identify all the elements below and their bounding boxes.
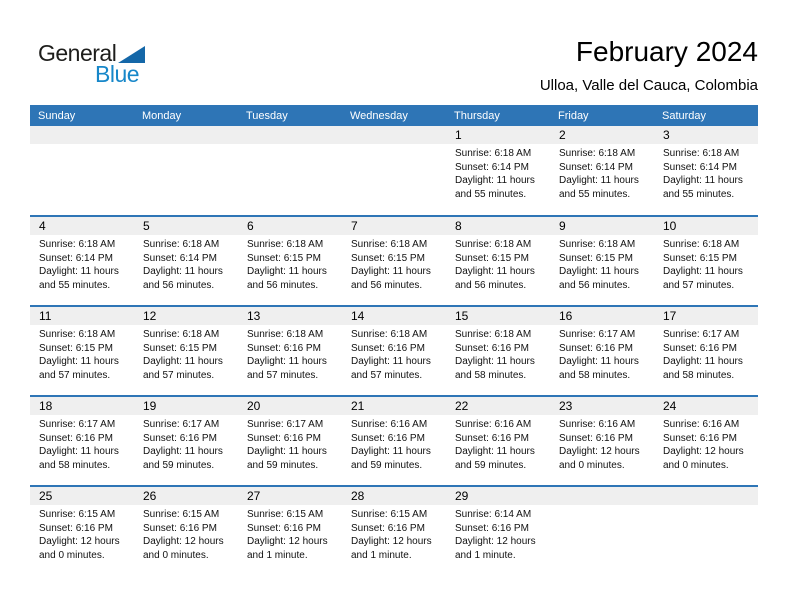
sun-info-line: Daylight: 11 hours <box>143 356 223 367</box>
calendar-day-cell <box>446 217 550 305</box>
day-number: 5 <box>143 219 150 233</box>
weekday-header-row <box>30 105 758 126</box>
day-number-band <box>654 487 758 505</box>
sun-info-line: Sunrise: 6:18 AM <box>247 329 324 340</box>
sun-info-line: Sunset: 6:16 PM <box>39 522 113 534</box>
calendar-day-cell <box>446 126 550 215</box>
sun-info-line: Daylight: 12 hours <box>351 536 432 547</box>
day-number-band <box>550 217 654 235</box>
calendar-day-cell <box>134 217 238 305</box>
day-number: 22 <box>455 399 469 413</box>
sun-info-line: Sunset: 6:16 PM <box>455 522 529 534</box>
day-number-band <box>238 487 342 505</box>
day-number-band <box>30 397 134 415</box>
calendar-day-cell <box>238 307 342 395</box>
day-number: 15 <box>455 309 469 323</box>
sun-info-line: and 56 minutes. <box>455 279 527 291</box>
day-sun-info <box>134 505 238 562</box>
sun-info-line: Sunrise: 6:18 AM <box>39 329 116 340</box>
day-number: 20 <box>247 399 261 413</box>
day-sun-info <box>654 144 758 201</box>
calendar-day-cell <box>550 217 654 305</box>
sun-info-line: Sunset: 6:15 PM <box>39 342 113 354</box>
day-number-band <box>446 217 550 235</box>
sun-info-line: Sunset: 6:14 PM <box>143 252 217 264</box>
sun-info-line: Sunrise: 6:18 AM <box>351 239 428 250</box>
logo-text-blue: Blue <box>95 61 140 87</box>
sun-info-line: Sunset: 6:14 PM <box>39 252 113 264</box>
sun-info-line: Daylight: 11 hours <box>351 356 431 367</box>
sun-info-line: Sunset: 6:15 PM <box>455 252 529 264</box>
day-sun-info <box>342 235 446 292</box>
day-number-band <box>238 307 342 325</box>
calendar-day-cell <box>342 217 446 305</box>
weekday-friday: Friday <box>558 109 589 122</box>
day-number: 26 <box>143 489 157 503</box>
day-number-band <box>342 307 446 325</box>
day-number-band <box>134 397 238 415</box>
day-number: 10 <box>663 219 677 233</box>
sun-info-line: Daylight: 12 hours <box>455 536 536 547</box>
sun-info-line: Sunrise: 6:17 AM <box>143 419 220 430</box>
sun-info-line: Sunset: 6:14 PM <box>663 161 737 173</box>
page-title: February 2024 <box>575 36 758 67</box>
sun-info-line: and 1 minute. <box>247 549 308 561</box>
general-blue-logo <box>38 42 158 85</box>
sun-info-line: and 59 minutes. <box>455 459 527 471</box>
day-number-band <box>446 307 550 325</box>
sun-info-line: Sunrise: 6:17 AM <box>559 329 636 340</box>
day-number: 21 <box>351 399 365 413</box>
sun-info-line: Sunset: 6:16 PM <box>39 432 113 444</box>
day-sun-info <box>342 415 446 472</box>
sun-info-line: Sunset: 6:15 PM <box>247 252 321 264</box>
sun-info-line: Sunrise: 6:15 AM <box>247 509 324 520</box>
sun-info-line: Daylight: 11 hours <box>39 266 119 277</box>
calendar-day-cell <box>342 487 446 575</box>
day-number-band <box>654 217 758 235</box>
sun-info-line: Daylight: 11 hours <box>663 266 743 277</box>
calendar-weeks <box>30 126 758 575</box>
day-number-band <box>134 307 238 325</box>
sun-info-line: Sunrise: 6:18 AM <box>455 148 532 159</box>
weekday-sunday: Sunday <box>38 109 76 122</box>
sun-info-line: Daylight: 11 hours <box>143 446 223 457</box>
sun-info-line: Sunset: 6:16 PM <box>663 342 737 354</box>
sun-info-line: Daylight: 12 hours <box>559 446 640 457</box>
calendar-week-row <box>30 485 758 575</box>
weekday-thursday: Thursday <box>454 109 500 122</box>
day-number: 2 <box>559 128 566 142</box>
sun-info-line: Sunrise: 6:18 AM <box>559 148 636 159</box>
sun-info-line: Sunrise: 6:15 AM <box>143 509 220 520</box>
sun-info-line: Sunrise: 6:15 AM <box>351 509 428 520</box>
sun-info-line: Sunrise: 6:18 AM <box>143 329 220 340</box>
day-number-band <box>446 397 550 415</box>
sun-info-line: Daylight: 11 hours <box>143 266 223 277</box>
calendar-day-cell <box>134 397 238 485</box>
day-sun-info <box>30 415 134 472</box>
sun-info-line: Sunrise: 6:18 AM <box>39 239 116 250</box>
sun-info-line: and 55 minutes. <box>39 279 111 291</box>
calendar-empty-cell <box>238 126 342 215</box>
day-sun-info <box>134 415 238 472</box>
sun-info-line: Sunset: 6:16 PM <box>351 522 425 534</box>
sun-info-line: and 57 minutes. <box>663 279 735 291</box>
day-sun-info <box>446 505 550 562</box>
calendar-week-row <box>30 215 758 305</box>
calendar-day-cell <box>446 487 550 575</box>
calendar-day-cell <box>238 487 342 575</box>
sun-info-line: and 55 minutes. <box>455 188 527 200</box>
day-number: 9 <box>559 219 566 233</box>
day-number: 14 <box>351 309 365 323</box>
day-sun-info <box>654 235 758 292</box>
day-number: 7 <box>351 219 358 233</box>
day-sun-info <box>238 325 342 382</box>
day-sun-info <box>342 505 446 562</box>
logo-text-general: General <box>38 40 117 66</box>
sun-info-line: and 0 minutes. <box>39 549 105 561</box>
calendar-empty-cell <box>550 487 654 575</box>
sun-info-line: Sunset: 6:16 PM <box>247 342 321 354</box>
sun-info-line: Sunset: 6:15 PM <box>143 342 217 354</box>
day-sun-info <box>238 415 342 472</box>
sun-info-line: Daylight: 11 hours <box>559 266 639 277</box>
calendar-week-row <box>30 126 758 215</box>
sun-info-line: Sunset: 6:16 PM <box>559 342 633 354</box>
sun-info-line: Sunset: 6:14 PM <box>455 161 529 173</box>
sun-info-line: Sunrise: 6:17 AM <box>663 329 740 340</box>
sun-info-line: and 0 minutes. <box>559 459 625 471</box>
day-number-band <box>30 307 134 325</box>
sun-info-line: Sunrise: 6:18 AM <box>455 329 532 340</box>
sun-info-line: Daylight: 11 hours <box>455 175 535 186</box>
sun-info-line: Sunset: 6:16 PM <box>559 432 633 444</box>
day-number-band <box>30 126 134 144</box>
calendar-day-cell <box>134 487 238 575</box>
sun-info-line: Daylight: 12 hours <box>247 536 328 547</box>
day-number-band <box>654 126 758 144</box>
day-sun-info <box>30 325 134 382</box>
day-number: 8 <box>455 219 462 233</box>
day-number-band <box>342 126 446 144</box>
sun-info-line: Sunrise: 6:17 AM <box>39 419 116 430</box>
day-sun-info <box>134 325 238 382</box>
day-number-band <box>342 397 446 415</box>
sun-info-line: Sunrise: 6:17 AM <box>247 419 324 430</box>
page-subtitle: Ulloa, Valle del Cauca, Colombia <box>539 77 758 95</box>
sun-info-line: Sunrise: 6:18 AM <box>351 329 428 340</box>
day-sun-info <box>446 235 550 292</box>
sun-info-line: Daylight: 11 hours <box>247 356 327 367</box>
calendar-empty-cell <box>30 126 134 215</box>
sun-info-line: Sunset: 6:15 PM <box>351 252 425 264</box>
day-sun-info <box>550 325 654 382</box>
day-number-band <box>30 487 134 505</box>
sun-info-line: Daylight: 12 hours <box>663 446 744 457</box>
day-number: 13 <box>247 309 261 323</box>
day-number-band <box>134 126 238 144</box>
calendar-day-cell <box>134 307 238 395</box>
calendar-day-cell <box>30 307 134 395</box>
day-sun-info <box>654 415 758 472</box>
sun-info-line: Daylight: 11 hours <box>455 266 535 277</box>
sun-info-line: and 56 minutes. <box>143 279 215 291</box>
calendar-day-cell <box>342 397 446 485</box>
day-number-band <box>550 397 654 415</box>
sun-info-line: Sunrise: 6:14 AM <box>455 509 532 520</box>
weekday-wednesday: Wednesday <box>350 109 408 122</box>
day-number-band <box>238 126 342 144</box>
sun-info-line: Daylight: 11 hours <box>455 446 535 457</box>
day-number-band <box>446 126 550 144</box>
sun-info-line: Sunset: 6:14 PM <box>559 161 633 173</box>
sun-info-line: Sunrise: 6:18 AM <box>455 239 532 250</box>
day-number-band <box>342 487 446 505</box>
sun-info-line: and 57 minutes. <box>143 369 215 381</box>
sun-info-line: and 58 minutes. <box>559 369 631 381</box>
day-number-band <box>134 217 238 235</box>
calendar-day-cell <box>30 487 134 575</box>
sun-info-line: Daylight: 11 hours <box>351 266 431 277</box>
weekday-saturday: Saturday <box>662 109 707 122</box>
sun-info-line: and 57 minutes. <box>351 369 423 381</box>
day-sun-info <box>30 235 134 292</box>
day-number-band <box>30 217 134 235</box>
sun-info-line: and 55 minutes. <box>559 188 631 200</box>
sun-info-line: Sunset: 6:16 PM <box>247 522 321 534</box>
sun-info-line: Sunset: 6:16 PM <box>663 432 737 444</box>
sun-info-line: and 59 minutes. <box>143 459 215 471</box>
calendar-day-cell <box>654 307 758 395</box>
sun-info-line: Daylight: 12 hours <box>143 536 224 547</box>
sun-info-line: Sunrise: 6:18 AM <box>143 239 220 250</box>
day-number: 24 <box>663 399 677 413</box>
sun-info-line: Daylight: 11 hours <box>559 175 639 186</box>
sun-info-line: and 58 minutes. <box>455 369 527 381</box>
calendar-day-cell <box>30 397 134 485</box>
calendar-week-row <box>30 305 758 395</box>
sun-info-line: Sunset: 6:16 PM <box>351 432 425 444</box>
sun-info-line: Sunset: 6:15 PM <box>663 252 737 264</box>
day-number: 3 <box>663 128 670 142</box>
sun-info-line: Daylight: 11 hours <box>39 446 119 457</box>
sun-info-line: and 56 minutes. <box>351 279 423 291</box>
sun-info-line: Daylight: 12 hours <box>39 536 120 547</box>
sun-info-line: Sunrise: 6:16 AM <box>559 419 636 430</box>
day-number: 19 <box>143 399 157 413</box>
calendar-day-cell <box>446 397 550 485</box>
sun-info-line: Sunset: 6:15 PM <box>559 252 633 264</box>
calendar-day-cell <box>654 217 758 305</box>
calendar-empty-cell <box>134 126 238 215</box>
sun-info-line: and 57 minutes. <box>39 369 111 381</box>
day-number: 4 <box>39 219 46 233</box>
sun-info-line: Daylight: 11 hours <box>351 446 431 457</box>
sun-info-line: Sunset: 6:16 PM <box>455 432 529 444</box>
day-sun-info <box>446 415 550 472</box>
day-number-band <box>654 307 758 325</box>
sun-info-line: and 57 minutes. <box>247 369 319 381</box>
calendar-day-cell <box>238 217 342 305</box>
weekday-monday: Monday <box>142 109 182 122</box>
sun-info-line: and 59 minutes. <box>351 459 423 471</box>
day-number-band <box>446 487 550 505</box>
day-number-band <box>654 397 758 415</box>
sun-info-line: Sunset: 6:16 PM <box>351 342 425 354</box>
day-number: 23 <box>559 399 573 413</box>
sun-info-line: Sunrise: 6:18 AM <box>247 239 324 250</box>
day-sun-info <box>550 235 654 292</box>
day-number: 17 <box>663 309 677 323</box>
day-number: 11 <box>39 309 52 323</box>
sun-info-line: Sunset: 6:16 PM <box>247 432 321 444</box>
day-sun-info <box>654 325 758 382</box>
calendar-day-cell <box>342 307 446 395</box>
day-number: 27 <box>247 489 261 503</box>
day-number: 1 <box>455 128 462 142</box>
day-number: 28 <box>351 489 365 503</box>
day-number: 16 <box>559 309 573 323</box>
calendar-day-cell <box>30 217 134 305</box>
sun-info-line: Sunset: 6:16 PM <box>143 522 217 534</box>
day-number-band <box>550 487 654 505</box>
sun-info-line: and 0 minutes. <box>663 459 729 471</box>
day-number-band <box>550 126 654 144</box>
calendar-day-cell <box>550 307 654 395</box>
sun-info-line: Sunrise: 6:16 AM <box>351 419 428 430</box>
day-sun-info <box>134 235 238 292</box>
sun-info-line: Sunrise: 6:16 AM <box>663 419 740 430</box>
day-sun-info <box>238 235 342 292</box>
sun-info-line: and 56 minutes. <box>247 279 319 291</box>
calendar-day-cell <box>550 126 654 215</box>
day-number: 12 <box>143 309 157 323</box>
day-sun-info <box>342 325 446 382</box>
sun-info-line: Sunset: 6:16 PM <box>143 432 217 444</box>
day-number-band <box>238 397 342 415</box>
sun-info-line: and 58 minutes. <box>39 459 111 471</box>
sun-info-line: and 1 minute. <box>351 549 412 561</box>
day-sun-info <box>550 415 654 472</box>
sun-info-line: and 55 minutes. <box>663 188 735 200</box>
day-number-band <box>342 217 446 235</box>
title-block <box>540 36 758 94</box>
calendar-empty-cell <box>342 126 446 215</box>
calendar-day-cell <box>654 397 758 485</box>
day-sun-info <box>238 505 342 562</box>
day-number-band <box>238 217 342 235</box>
sun-info-line: Sunrise: 6:16 AM <box>455 419 532 430</box>
sun-info-line: and 59 minutes. <box>247 459 319 471</box>
sun-info-line: Sunrise: 6:18 AM <box>663 148 740 159</box>
sun-info-line: Sunrise: 6:15 AM <box>39 509 116 520</box>
sun-info-line: and 58 minutes. <box>663 369 735 381</box>
day-number: 25 <box>39 489 53 503</box>
day-sun-info <box>30 505 134 562</box>
sun-info-line: Daylight: 11 hours <box>663 175 743 186</box>
day-sun-info <box>550 144 654 201</box>
sun-info-line: Daylight: 11 hours <box>39 356 119 367</box>
sun-info-line: Daylight: 11 hours <box>663 356 743 367</box>
calendar-day-cell <box>550 397 654 485</box>
day-sun-info <box>446 325 550 382</box>
day-sun-info <box>446 144 550 201</box>
sun-info-line: Daylight: 11 hours <box>559 356 639 367</box>
day-number: 29 <box>455 489 469 503</box>
sun-info-line: Sunset: 6:16 PM <box>455 342 529 354</box>
sun-info-line: and 0 minutes. <box>143 549 209 561</box>
day-number: 6 <box>247 219 254 233</box>
day-number: 18 <box>39 399 53 413</box>
sun-info-line: Sunrise: 6:18 AM <box>663 239 740 250</box>
calendar-week-row <box>30 395 758 485</box>
sun-info-line: and 56 minutes. <box>559 279 631 291</box>
sun-info-line: Daylight: 11 hours <box>247 266 327 277</box>
calendar-day-cell <box>654 126 758 215</box>
day-number-band <box>134 487 238 505</box>
sun-info-line: Daylight: 11 hours <box>247 446 327 457</box>
day-number-band <box>550 307 654 325</box>
sun-info-line: Daylight: 11 hours <box>455 356 535 367</box>
weekday-tuesday: Tuesday <box>246 109 288 122</box>
calendar-day-cell <box>238 397 342 485</box>
calendar-empty-cell <box>654 487 758 575</box>
sun-info-line: and 1 minute. <box>455 549 516 561</box>
calendar-day-cell <box>446 307 550 395</box>
sun-info-line: Sunrise: 6:18 AM <box>559 239 636 250</box>
calendar-table <box>30 105 758 575</box>
